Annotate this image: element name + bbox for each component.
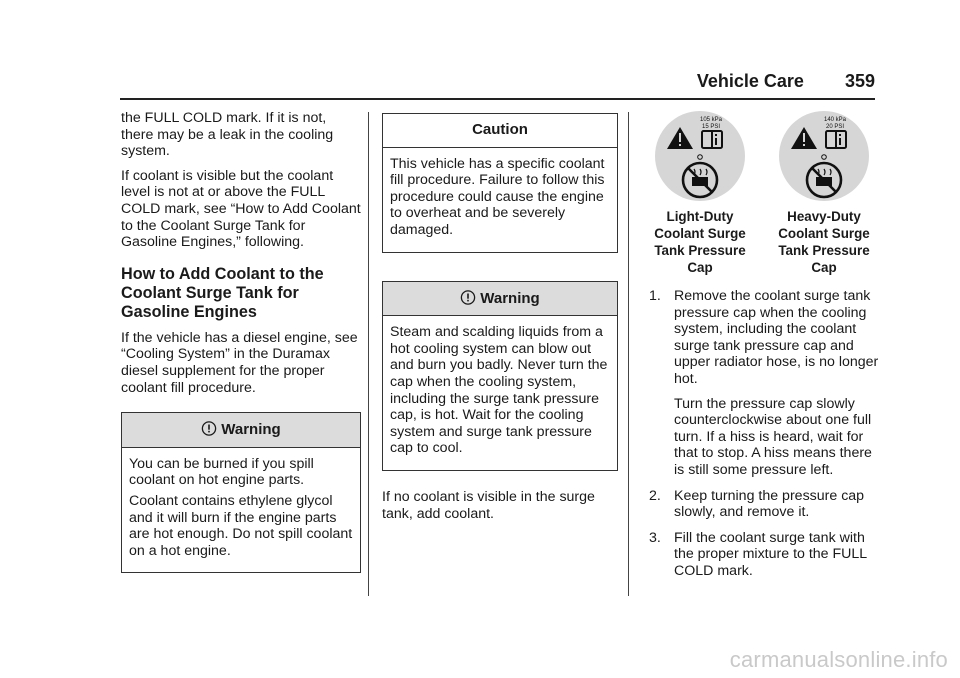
page-header <box>0 71 875 92</box>
warning-box-body <box>383 316 617 470</box>
warning-text: Coolant contains ethylene glycol and it will burn if the engine parts are hot enough. Do not spill coolant on a hot engine. <box>129 492 353 559</box>
caution-text: This vehicle has a specific coolant fill procedure. Failure to follow this procedure could cause the engine to overheat and be severely damaged. <box>390 155 605 238</box>
caution-box <box>382 113 618 253</box>
procedure-steps <box>646 288 886 580</box>
paragraph: If the vehicle has a diesel engine, see “Cooling System” in the Duramax diesel supplement for the proper coolant fill procedure. <box>121 329 358 396</box>
warning-text: Steam and scalding liquids from a hot cooling system can blow out and burn you badly. Never turn the cap when the cooling system, including the surge tank pressure cap, is hot. Wait for the cooling system and surge tank pressure cap to cool. <box>390 324 608 457</box>
paragraph: If coolant is visible but the coolant level is not at or above the FULL COLD mark, see “How to Add Coolant to the Coolant Surge Tank for Gasoline Engines,” following. <box>121 167 361 251</box>
warning-box-body <box>122 448 360 573</box>
paragraph: the FULL COLD mark. If it is not, there may be a leak in the cooling system. <box>121 110 334 160</box>
warning-box-header <box>383 282 617 317</box>
warning-box-burn <box>121 412 361 573</box>
step-text: Keep turning the pressure cap slowly, and remove it. <box>674 487 865 521</box>
caution-box-header: Caution <box>383 114 617 148</box>
warning-box-steam <box>382 281 618 471</box>
cap-rating-psi: 15 PSI <box>701 124 721 130</box>
watermark: carmanualsonline.info <box>729 647 948 672</box>
paragraph: If no coolant is visible in the surge tank, add coolant. <box>382 488 595 522</box>
warning-symbol-icon <box>201 421 217 436</box>
warning-text: You can be burned if you spill coolant on hot engine parts. <box>129 455 314 489</box>
figure-caption: Light-Duty Coolant Surge Tank Pressure Cap <box>654 209 746 275</box>
column-divider-1 <box>368 112 369 596</box>
list-item <box>646 288 886 479</box>
step-text: Remove the coolant surge tank pressure cap when the cooling system, including the coolant surge tank pressure cap and upper radiator hose, is no longer hot. <box>674 288 879 387</box>
column-2 <box>382 110 618 530</box>
step-text: Fill the coolant surge tank with the proper mixture to the FULL COLD mark. <box>674 529 867 579</box>
figure-heavy-duty-cap <box>774 110 874 276</box>
warning-title: Warning <box>480 289 540 307</box>
cap-rating-kpa: 140 kPa <box>823 117 847 123</box>
page-title: Vehicle Care <box>696 71 804 91</box>
list-item <box>646 530 886 580</box>
step-number: 3. <box>649 529 661 546</box>
step-number: 2. <box>649 487 661 504</box>
page-number: 359 <box>844 71 875 91</box>
column-divider-2 <box>628 112 629 596</box>
list-item <box>646 488 886 521</box>
step-subtext: Turn the pressure cap slowly counterclockwise about one full turn. If a hiss is heard, wait for that to stop. A hiss means there is still some pressure left. <box>674 395 872 478</box>
warning-symbol-icon <box>460 290 476 305</box>
figure-light-duty-cap <box>650 110 750 276</box>
warning-box-header <box>122 413 360 448</box>
pressure-cap-icon <box>778 110 870 202</box>
column-3 <box>646 110 886 589</box>
pressure-cap-figures <box>650 110 874 276</box>
header-divider <box>120 98 875 100</box>
caution-box-body <box>383 148 617 252</box>
warning-title: Warning <box>221 421 281 439</box>
pressure-cap-icon <box>654 110 746 202</box>
section-heading: How to Add Coolant to the Coolant Surge Tank for Gasoline Engines <box>121 264 324 321</box>
step-number: 1. <box>649 288 661 304</box>
cap-rating-kpa: 105 kPa <box>699 117 723 123</box>
cap-rating-psi: 20 PSI <box>825 124 845 130</box>
column-1 <box>121 110 361 573</box>
figure-caption: Heavy-Duty Coolant Surge Tank Pressure Cap <box>778 209 870 275</box>
